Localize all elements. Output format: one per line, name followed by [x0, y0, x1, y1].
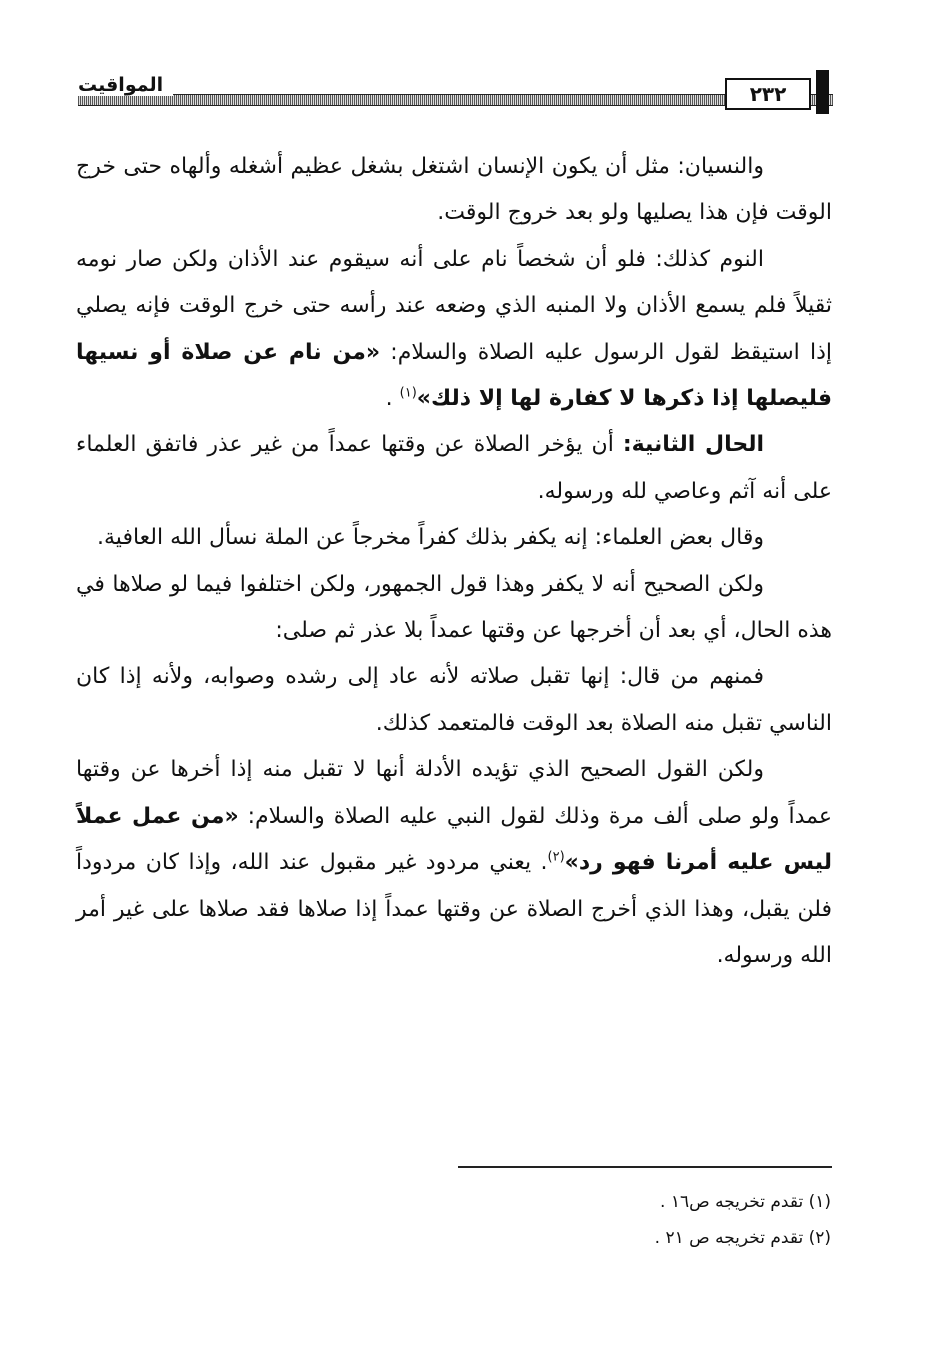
footnote-reference: (١) [399, 385, 417, 401]
text-run: . [385, 386, 400, 412]
text-run: والنسيان: مثل أن يكون الإنسان اشتغل بشغل عظيم أشغله وألهاه حتى خرج الوقت فإن هذا يصليها ولو بعد خروج الوقت. [76, 154, 832, 226]
chapter-title: المواقيت [78, 74, 173, 96]
bold-text: الحال الثانية: [622, 432, 764, 458]
footnote-separator [458, 1166, 832, 1168]
paragraph [76, 237, 832, 423]
bold-text: «من نام عن صلاة أو نسيها فليصلها إذا ذكرها لا كفارة لها إلا ذلك» [76, 339, 832, 412]
text-run: فمنهم من قال: إنها تقبل صلاته لأنه عاد إلى رشده وصوابه، ولأنه إذا كان الناسي تقبل منه الصلاة بعد الوقت فالمتعمد كذلك. [76, 664, 832, 736]
footnote-1: (١) تقدم تخريجه ص١٦ . [660, 1192, 831, 1212]
body-text [76, 144, 832, 979]
text-run: النوم كذلك: فلو أن شخصاً نام على أنه سيقوم عند الأذان ولكن صار نومه ثقيلاً فلم يسمع الأذان ولا المنبه الذي وضعه عند رأسه حتى خرج الوقت فإنه يصلي إذا استيقظ لقول الرسول عليه الصلاة والسلام: [76, 246, 832, 365]
text-run: أن يؤخر الصلاة عن وقتها عمداً من غير عذر فاتفق العلماء على أنه آثم وعاصي لله ورسوله. [76, 432, 832, 504]
footnote-reference: (٢) [547, 849, 565, 865]
paragraph [76, 562, 832, 655]
header-rule [78, 94, 833, 106]
bold-text: «من عمل عملاً ليس عليه أمرنا فهو رد» [76, 803, 832, 876]
running-header [78, 74, 833, 122]
paragraph [76, 515, 832, 561]
paragraph [76, 422, 832, 515]
paragraph [76, 747, 832, 979]
text-run: ولكن القول الصحيح الذي تؤيده الأدلة أنها لا تقبل منه إذا أخرها عن وقتها عمداً ولو صلى ألف مرة وذلك لقول النبي عليه الصلاة والسلام: [76, 757, 832, 829]
paragraph [76, 144, 832, 237]
page-number: ٢٣٢ [725, 78, 811, 110]
text-run: ولكن الصحيح أنه لا يكفر وهذا قول الجمهور، ولكن اختلفوا فيما لو صلاها في هذه الحال، أي بعد أن أخرجها عن وقتها عمداً بلا عذر ثم صلى: [76, 571, 832, 644]
text-run: . يعني مردود غير مقبول عند الله، وإذا كان مردوداً فلن يقبل، وهذا الذي أخرج الصلاة عن وقتها عمداً إذا صلاها فقد صلاها على غير أمر الله ورسوله. [76, 850, 832, 968]
footnotes [655, 1184, 831, 1256]
paragraph [76, 654, 832, 747]
footnote-2: (٢) تقدم تخريجه ص ٢١ . [654, 1228, 831, 1248]
text-run: وقال بعض العلماء: إنه يكفر بذلك كفراً مخرجاً عن الملة نسأل الله العافية. [97, 525, 764, 551]
page-number-marker [816, 70, 829, 114]
